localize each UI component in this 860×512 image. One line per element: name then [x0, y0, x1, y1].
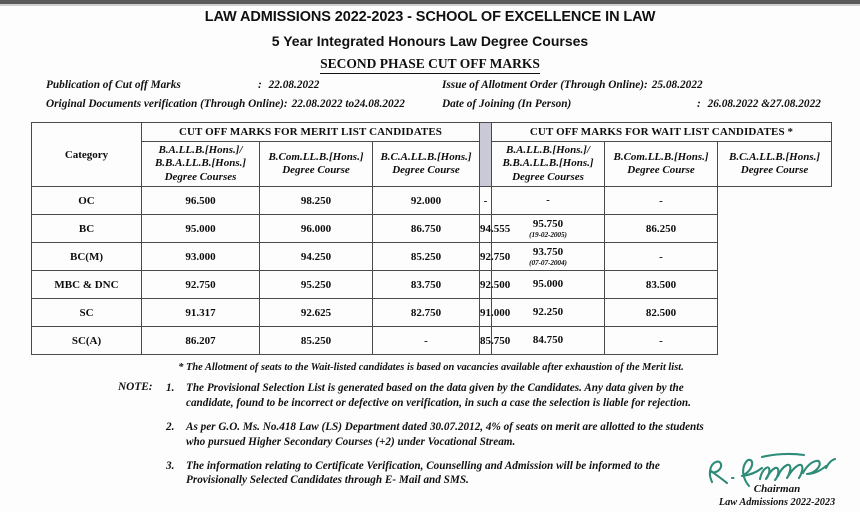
note-item [166, 420, 806, 450]
cell-wait-bca-llb: 86.250 [605, 215, 718, 243]
note-text: As per G.O. Ms. No.418 Law (LS) Department dated 30.07.2012, 4% of seats on merit are allotted to the students who pursued Higher Secondary Courses (+2) under Vocational Stream. [186, 420, 704, 448]
cell-wait-bcom-llb: 92.250 [492, 299, 605, 327]
cell-merit-bca-llb: 86.750 [373, 215, 480, 243]
table-body [32, 187, 832, 355]
header-wait-bcom-llb: B.Com.LL.B.[Hons.] Degree Course [605, 142, 718, 187]
signature-title: Chairman [753, 483, 801, 495]
cell-wait-bcom-llb: 95.000 [492, 271, 605, 299]
cell-category: BC [32, 215, 142, 243]
schedule-block [46, 80, 836, 119]
cell-wait-ba-llb: 94.555 [480, 215, 492, 243]
schedule-label-verification: Original Documents verification (Through Online): [46, 98, 288, 111]
header-category: Category [32, 123, 142, 187]
cell-category: SC [32, 299, 142, 327]
header-merit-bcom-llb: B.Com.LL.B.[Hons.] Degree Course [260, 142, 373, 187]
cell-wait-bcom-llb: - [492, 187, 605, 215]
table-row [32, 327, 832, 355]
schedule-label-joining: Date of Joining (In Person) [442, 98, 572, 111]
cell-merit-ba-llb: 91.317 [142, 299, 260, 327]
cell-wait-bcom-llb: 93.750 (07-07-2004) [492, 243, 605, 271]
cell-merit-ba-llb: 92.750 [142, 271, 260, 299]
header-wait-group: CUT OFF MARKS FOR WAIT LIST CANDIDATES * [492, 123, 832, 142]
header-merit-bca-llb: B.C.A.LL.B.[Hons.] Degree Course [373, 142, 480, 187]
header-wait-ba-llb: B.A.LL.B.[Hons.]/ B.B.A.LL.B.[Hons.] Degree Courses [492, 142, 605, 187]
cell-wait-bca-llb: 83.500 [605, 271, 718, 299]
cell-merit-bca-llb: 83.750 [373, 271, 480, 299]
table-row [32, 243, 832, 271]
schedule-label-publication: Publication of Cut off Marks [46, 79, 181, 91]
signature-block [694, 452, 860, 512]
note-text: The information relating to Certificate Verification, Counselling and Admission will be informed to the Provisionally Selected Candidates through E- Mail and SMS. [186, 459, 660, 487]
cell-merit-bcom-llb: 98.250 [260, 187, 373, 215]
cell-wait-ba-llb: 91.000 [480, 299, 492, 327]
cell-category: BC(M) [32, 243, 142, 271]
cell-category: SC(A) [32, 327, 142, 355]
cell-wait-bcom-llb: 95.750 (19-02-2005) [492, 215, 605, 243]
note-number: 3. [166, 459, 175, 472]
schedule-label-allotment: Issue of Allotment Order (Through Online): [442, 79, 648, 91]
cell-wait-bcom-llb: 84.750 [492, 327, 605, 355]
cell-category: MBC & DNC [32, 271, 142, 299]
cell-merit-bcom-llb: 95.250 [260, 271, 373, 299]
cell-merit-ba-llb: 93.000 [142, 243, 260, 271]
cell-merit-bcom-llb: 85.250 [260, 327, 373, 355]
cell-merit-bcom-llb: 96.000 [260, 215, 373, 243]
table-row [32, 215, 832, 243]
scan-top-bar-light [0, 4, 860, 6]
schedule-value-verification: 22.08.2022 to24.08.2022 [291, 98, 405, 111]
cell-wait-bca-llb: - [605, 243, 718, 271]
cell-wait-bca-llb: 82.500 [605, 299, 718, 327]
table-footnote: * The Allotment of seats to the Wait-listed candidates is based on vacancies available after exhaustion of the Merit list. [178, 362, 684, 373]
schedule-value-joining: 26.08.2022 &27.08.2022 [707, 98, 821, 111]
cell-wait-bcom-llb-date: (19-02-2005) [529, 230, 567, 240]
cell-merit-bcom-llb: 94.250 [260, 243, 373, 271]
cell-merit-ba-llb: 86.207 [142, 327, 260, 355]
header-wait-bca-llb: B.C.A.LL.B.[Hons.] Degree Course [718, 142, 832, 187]
notes-label: NOTE: [118, 381, 153, 393]
header-merit-group: CUT OFF MARKS FOR MERIT LIST CANDIDATES [142, 123, 480, 142]
cell-merit-bca-llb: 92.000 [373, 187, 480, 215]
table-row [32, 299, 832, 327]
schedule-value-allotment: 25.08.2022 [651, 79, 703, 91]
cell-merit-ba-llb: 95.000 [142, 215, 260, 243]
schedule-sep: : 22.08.2022 [258, 79, 320, 91]
cutoff-marks-table [31, 122, 832, 355]
cell-category: OC [32, 187, 142, 215]
cell-merit-bca-llb: 82.750 [373, 299, 480, 327]
cell-wait-bcom-llb-date: (07-07-2004) [529, 258, 567, 268]
schedule-row [46, 80, 836, 91]
note-item [166, 381, 806, 411]
table-subheader-row [32, 142, 832, 187]
cell-merit-bcom-llb: 92.625 [260, 299, 373, 327]
cell-merit-bca-llb: 85.250 [373, 243, 480, 271]
note-number: 1. [166, 382, 175, 394]
page-subtitle: 5 Year Integrated Honours Law Degree Courses [271, 32, 589, 49]
page-title: LAW ADMISSIONS 2022-2023 - SCHOOL OF EXCELLENCE IN LAW [204, 9, 656, 25]
cell-wait-bca-llb: - [605, 327, 718, 355]
table-group-header-row [32, 123, 832, 142]
cell-wait-ba-llb: - [480, 187, 492, 215]
cell-wait-ba-llb: 85.750 [480, 327, 492, 355]
signature-subtitle: Law Admissions 2022-2023 [718, 497, 836, 508]
cell-wait-ba-llb: 92.750 [480, 243, 492, 271]
note-number: 2. [166, 420, 175, 433]
page-section-title: SECOND PHASE CUT OFF MARKS [320, 57, 540, 74]
document-header [0, 10, 860, 74]
column-separator [480, 123, 492, 187]
schedule-value-publication: 22.08.2022 [268, 79, 320, 91]
cell-merit-ba-llb: 96.500 [142, 187, 260, 215]
cell-wait-bca-llb: - [605, 187, 718, 215]
table-row [32, 187, 832, 215]
header-merit-ba-llb: B.A.LL.B.[Hons.]/ B.B.A.LL.B.[Hons.] Degree Courses [142, 142, 260, 187]
cell-merit-bca-llb: - [373, 327, 480, 355]
schedule-sep: : 26.08.2022 &27.08.2022 [697, 98, 821, 111]
schedule-row [46, 99, 836, 110]
cell-wait-ba-llb: 92.500 [480, 271, 492, 299]
table-row [32, 271, 832, 299]
note-text: The Provisional Selection List is generated based on the data given by the Candidates. Any data given by the candidate, found to be incorrect or defective on verification, in such a case the selection is liable for rejection. [186, 382, 691, 409]
